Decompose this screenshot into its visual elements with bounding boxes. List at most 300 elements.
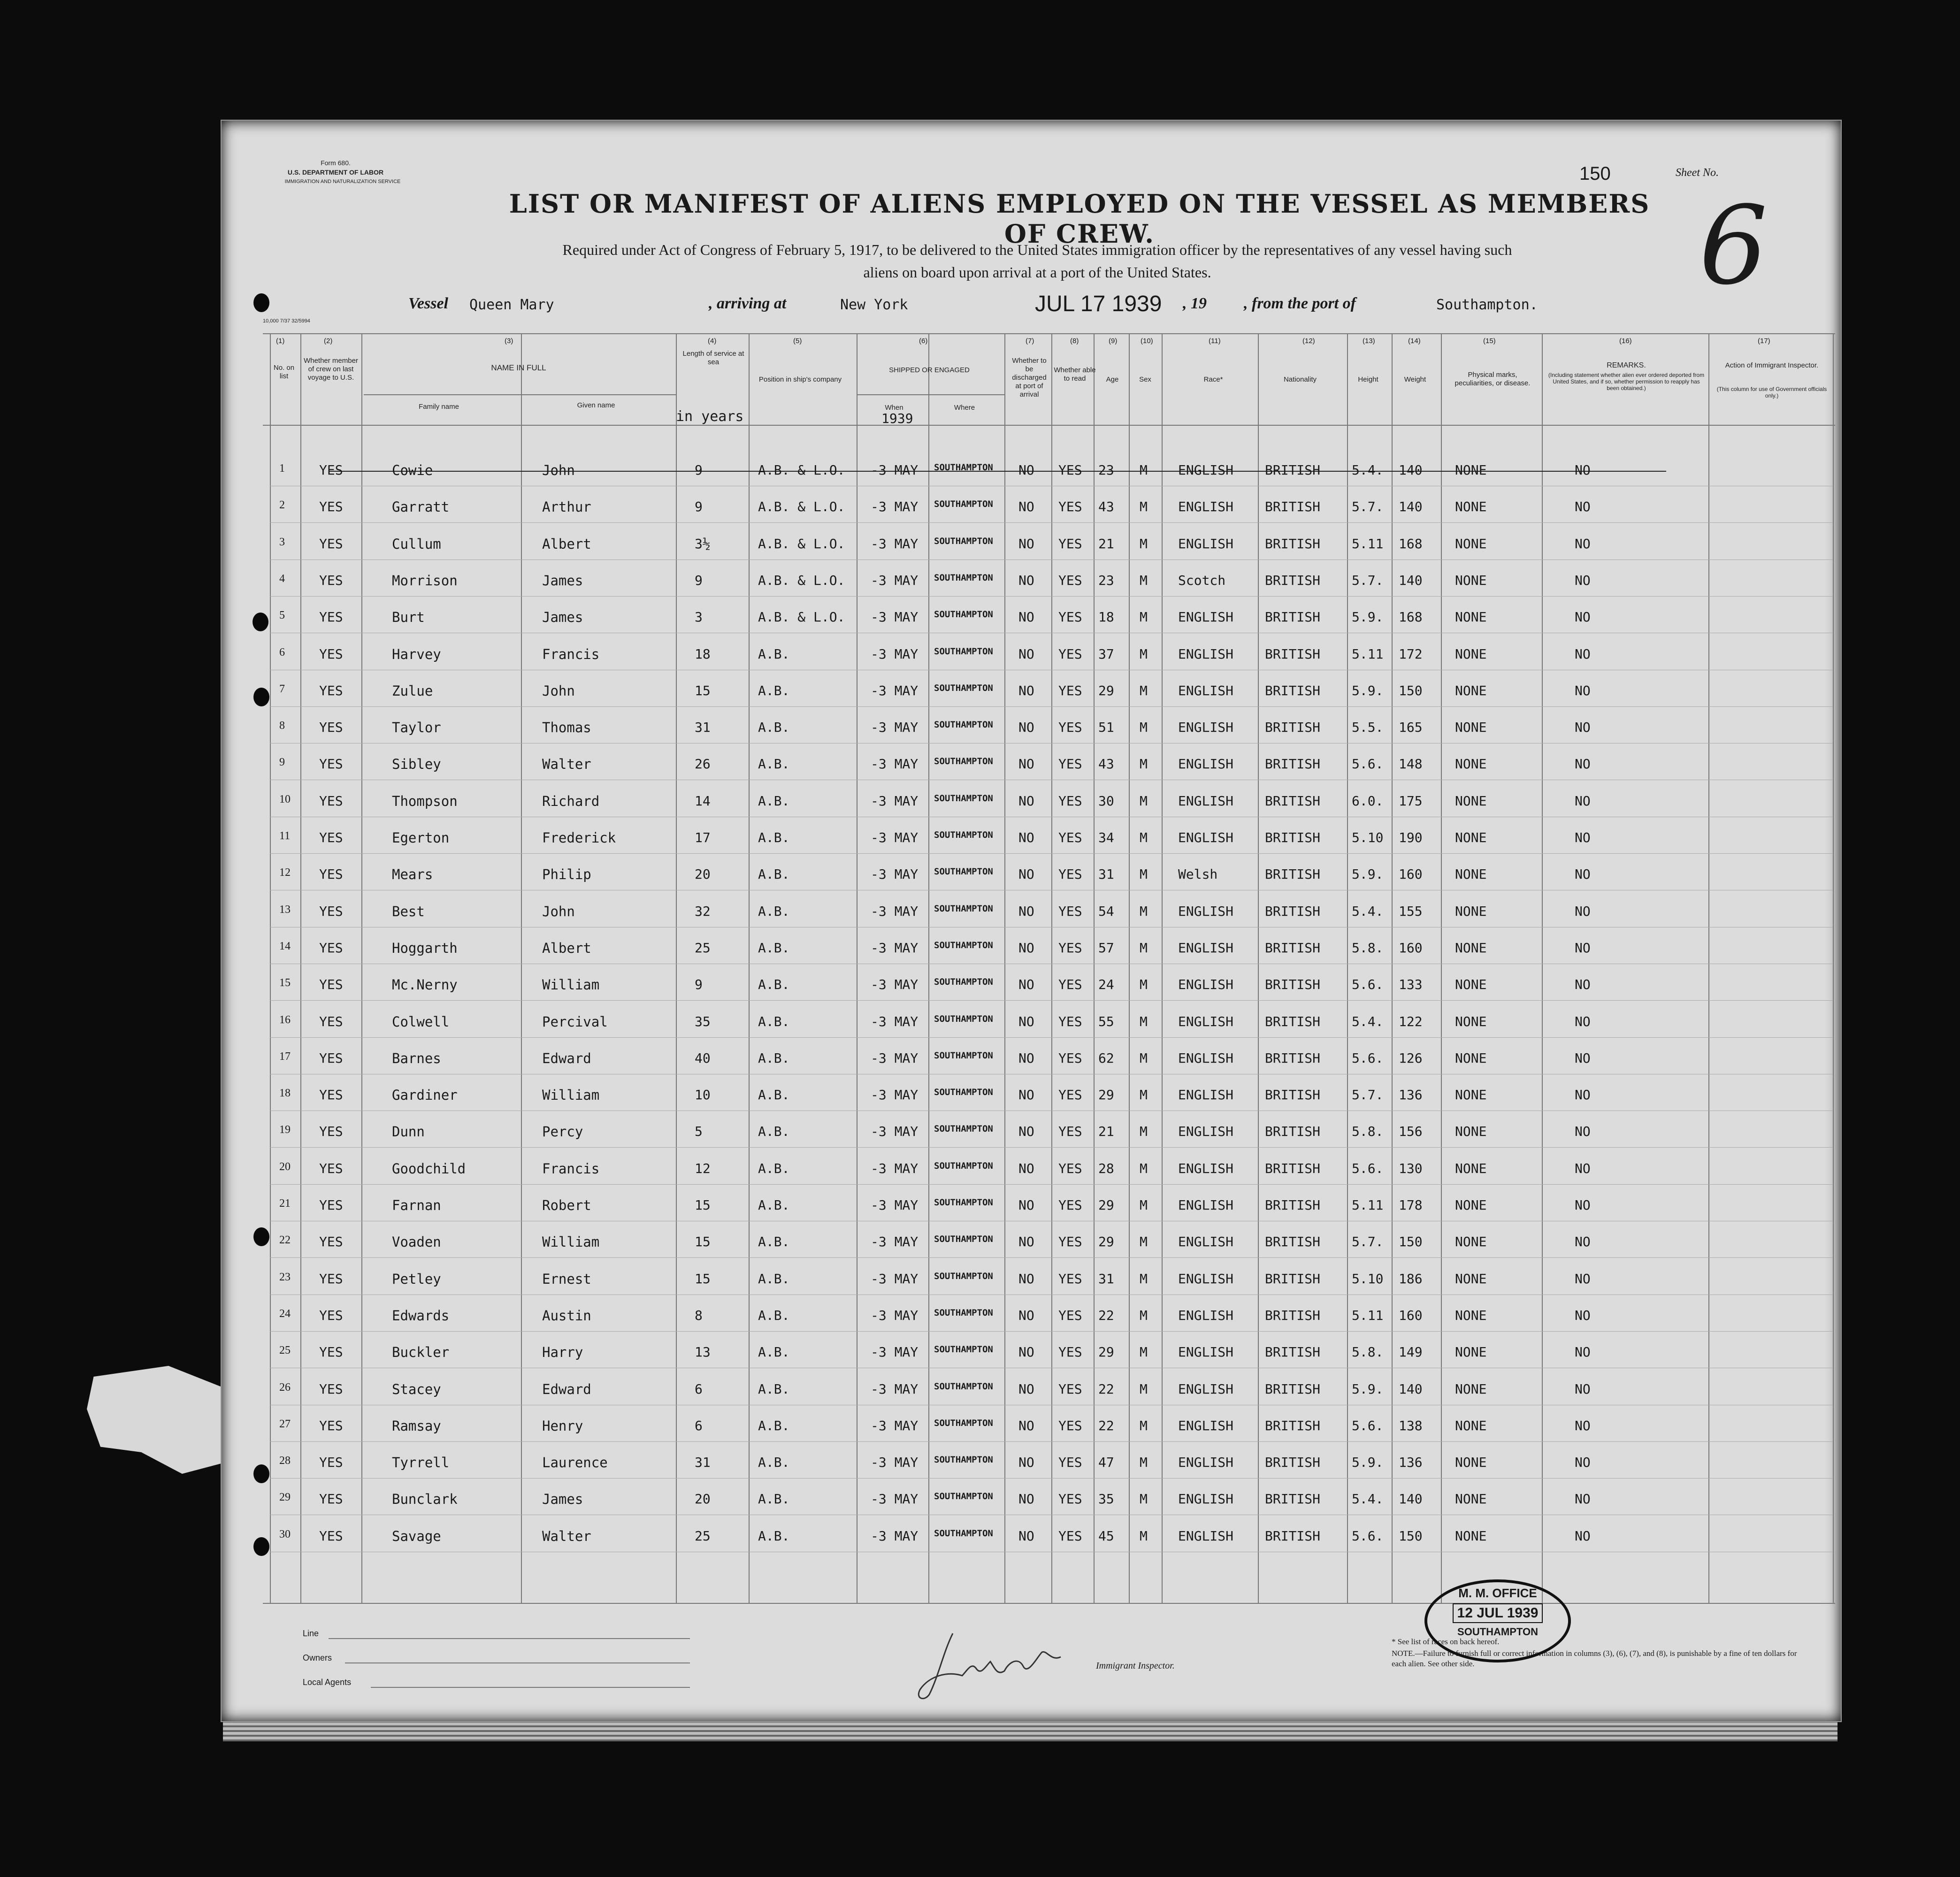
row-age: 28 xyxy=(1098,1161,1114,1176)
row-years: 6 xyxy=(695,1381,703,1397)
row-number: 24 xyxy=(279,1308,291,1320)
row-member: YES xyxy=(319,1234,343,1249)
row-discharged: NO xyxy=(1018,830,1034,845)
row-remarks: NO xyxy=(1575,1087,1591,1103)
row-age: 22 xyxy=(1098,1308,1114,1323)
row-family-name: Cowie xyxy=(392,462,433,478)
row-sex: M xyxy=(1140,499,1148,514)
row-given-name: Harry xyxy=(542,1344,583,1360)
row-family-name: Bunclark xyxy=(392,1491,458,1507)
owners-label: Owners xyxy=(303,1653,332,1662)
row-sex: M xyxy=(1140,609,1148,625)
row-family-name: Garratt xyxy=(392,499,450,515)
row-remarks: NO xyxy=(1575,756,1591,772)
row-position: A.B. xyxy=(758,904,790,919)
column-rule xyxy=(1258,333,1259,1603)
row-remarks: NO xyxy=(1575,1161,1591,1176)
row-physical: NONE xyxy=(1455,866,1487,882)
row-where: SOUTHAMPTON xyxy=(934,1455,993,1465)
row-race: ENGLISH xyxy=(1178,1381,1234,1397)
row-when: -3 MAY xyxy=(871,1014,919,1029)
row-discharged: NO xyxy=(1018,940,1034,956)
row-given-name: William xyxy=(542,977,600,993)
row-remarks: NO xyxy=(1575,720,1591,735)
row-member: YES xyxy=(319,756,343,772)
row-nationality: BRITISH xyxy=(1265,1381,1321,1397)
row-age: 34 xyxy=(1098,830,1114,845)
row-nationality: BRITISH xyxy=(1265,793,1321,809)
arriving-label: , arriving at xyxy=(709,295,787,312)
col-num: (7) xyxy=(1026,337,1034,345)
row-discharged: NO xyxy=(1018,1271,1034,1287)
row-nationality: BRITISH xyxy=(1265,609,1321,625)
row-race: ENGLISH xyxy=(1178,683,1234,698)
row-sex: M xyxy=(1140,1308,1148,1323)
row-weight: 140 xyxy=(1399,499,1423,514)
row-member: YES xyxy=(319,1271,343,1287)
row-when: -3 MAY xyxy=(871,720,919,735)
row-age: 57 xyxy=(1098,940,1114,956)
row-years: 31 xyxy=(695,1455,711,1470)
row-when: -3 MAY xyxy=(871,1087,919,1103)
row-member: YES xyxy=(319,1050,343,1066)
row-weight: 178 xyxy=(1399,1197,1423,1213)
row-remarks: NO xyxy=(1575,1491,1591,1507)
row-age: 43 xyxy=(1098,499,1114,514)
row-number: 18 xyxy=(279,1087,291,1099)
row-remarks: NO xyxy=(1575,609,1591,625)
row-member: YES xyxy=(319,904,343,919)
row-where: SOUTHAMPTON xyxy=(934,646,993,657)
row-read: YES xyxy=(1058,609,1082,625)
row-family-name: Ramsay xyxy=(392,1418,441,1434)
row-weight: 136 xyxy=(1399,1087,1423,1103)
row-age: 29 xyxy=(1098,1344,1114,1360)
row-when: -3 MAY xyxy=(871,1161,919,1176)
row-weight: 133 xyxy=(1399,977,1423,992)
row-family-name: Stacey xyxy=(392,1381,441,1397)
row-given-name: Frederick xyxy=(542,830,616,846)
row-sex: M xyxy=(1140,1528,1148,1544)
row-race: ENGLISH xyxy=(1178,977,1234,992)
row-member: YES xyxy=(319,1381,343,1397)
row-family-name: Buckler xyxy=(392,1344,450,1360)
row-weight: 168 xyxy=(1399,609,1423,625)
row-physical: NONE xyxy=(1455,830,1487,845)
row-family-name: Sibley xyxy=(392,756,441,772)
row-nationality: BRITISH xyxy=(1265,1308,1321,1323)
subheader-rule xyxy=(857,394,1004,395)
header-family-name: Family name xyxy=(419,403,459,411)
row-when: -3 MAY xyxy=(871,1050,919,1066)
row-height: 5.10 xyxy=(1352,830,1384,845)
row-number: 3 xyxy=(279,536,285,548)
row-member: YES xyxy=(319,1014,343,1029)
row-weight: 136 xyxy=(1399,1455,1423,1470)
row-position: A.B. & L.O. xyxy=(758,462,845,478)
col-num: (6) xyxy=(919,337,928,345)
header-age: Age xyxy=(1106,375,1119,383)
row-given-name: Henry xyxy=(542,1418,583,1434)
row-nationality: BRITISH xyxy=(1265,683,1321,698)
row-when: -3 MAY xyxy=(871,1381,919,1397)
row-where: SOUTHAMPTON xyxy=(934,977,993,987)
row-number: 22 xyxy=(279,1234,291,1246)
row-where: SOUTHAMPTON xyxy=(934,1418,993,1428)
row-when: -3 MAY xyxy=(871,1491,919,1507)
row-race: ENGLISH xyxy=(1178,1271,1234,1287)
row-remarks: NO xyxy=(1575,940,1591,956)
row-years: 31 xyxy=(695,720,711,735)
row-years: 3½ xyxy=(695,536,711,552)
column-rule xyxy=(1392,333,1393,1603)
row-discharged: NO xyxy=(1018,1124,1034,1139)
row-position: A.B. xyxy=(758,1161,790,1176)
row-discharged: NO xyxy=(1018,1528,1034,1544)
column-rule xyxy=(749,333,750,1603)
from-port-label: , from the port of xyxy=(1244,295,1356,312)
col-num: (3) xyxy=(505,337,513,345)
row-physical: NONE xyxy=(1455,720,1487,735)
row-years: 9 xyxy=(695,499,703,514)
row-discharged: NO xyxy=(1018,499,1034,514)
row-years: 25 xyxy=(695,1528,711,1544)
row-physical: NONE xyxy=(1455,940,1487,956)
row-read: YES xyxy=(1058,1197,1082,1213)
row-read: YES xyxy=(1058,1161,1082,1176)
row-given-name: Arthur xyxy=(542,499,591,515)
row-read: YES xyxy=(1058,1491,1082,1507)
row-nationality: BRITISH xyxy=(1265,1234,1321,1249)
row-sex: M xyxy=(1140,866,1148,882)
row-family-name: Voaden xyxy=(392,1234,441,1250)
header-when-year: 1939 xyxy=(881,411,913,426)
row-family-name: Morrison xyxy=(392,573,458,589)
owners-underline xyxy=(345,1662,690,1663)
subheader-rule xyxy=(364,394,676,395)
row-discharged: NO xyxy=(1018,646,1034,662)
row-family-name: Gardiner xyxy=(392,1087,458,1103)
column-rule xyxy=(521,333,522,1603)
row-where: SOUTHAMPTON xyxy=(934,1344,993,1355)
col-num: (11) xyxy=(1209,337,1221,345)
row-rule xyxy=(270,1441,1833,1442)
row-weight: 150 xyxy=(1399,1528,1423,1544)
row-years: 5 xyxy=(695,1124,703,1139)
row-years: 9 xyxy=(695,977,703,992)
row-where: SOUTHAMPTON xyxy=(934,1491,993,1502)
col-num: (17) xyxy=(1758,337,1770,345)
vessel-name: Queen Mary xyxy=(469,297,554,313)
row-read: YES xyxy=(1058,1455,1082,1470)
row-nationality: BRITISH xyxy=(1265,866,1321,882)
row-age: 47 xyxy=(1098,1455,1114,1470)
row-where: SOUTHAMPTON xyxy=(934,720,993,730)
row-sex: M xyxy=(1140,793,1148,809)
row-read: YES xyxy=(1058,1344,1082,1360)
row-nationality: BRITISH xyxy=(1265,646,1321,662)
row-sex: M xyxy=(1140,1418,1148,1433)
row-nationality: BRITISH xyxy=(1265,940,1321,956)
row-discharged: NO xyxy=(1018,720,1034,735)
header-when: When xyxy=(885,404,903,412)
row-race: ENGLISH xyxy=(1178,1344,1234,1360)
header-length-service: Length of service at sea xyxy=(682,350,744,366)
vessel-label: Vessel xyxy=(408,295,448,312)
row-member: YES xyxy=(319,1528,343,1544)
punch-hole xyxy=(253,1464,269,1483)
row-number: 5 xyxy=(279,609,285,621)
row-where: SOUTHAMPTON xyxy=(934,1050,993,1061)
row-when: -3 MAY xyxy=(871,977,919,992)
row-age: 29 xyxy=(1098,1197,1114,1213)
arriving-port: New York xyxy=(840,297,908,313)
row-physical: NONE xyxy=(1455,1087,1487,1103)
row-read: YES xyxy=(1058,1271,1082,1287)
row-discharged: NO xyxy=(1018,462,1034,478)
row-physical: NONE xyxy=(1455,1491,1487,1507)
row-member: YES xyxy=(319,793,343,809)
row-number: 4 xyxy=(279,573,285,585)
row-family-name: Hoggarth xyxy=(392,940,458,956)
row-when: -3 MAY xyxy=(871,1197,919,1213)
row-years: 14 xyxy=(695,793,711,809)
header-no: No. on list xyxy=(273,364,295,380)
row-remarks: NO xyxy=(1575,1308,1591,1323)
row-height: 5.6. xyxy=(1352,977,1384,992)
row-member: YES xyxy=(319,977,343,992)
row-rule xyxy=(270,1257,1833,1258)
row-family-name: Zulue xyxy=(392,683,433,699)
row-discharged: NO xyxy=(1018,1418,1034,1433)
row-remarks: NO xyxy=(1575,1455,1591,1470)
row-read: YES xyxy=(1058,573,1082,588)
row-discharged: NO xyxy=(1018,609,1034,625)
form-number: Form 680. xyxy=(321,159,351,167)
row-position: A.B. xyxy=(758,756,790,772)
row-height: 5.6. xyxy=(1352,1528,1384,1544)
row-discharged: NO xyxy=(1018,1161,1034,1176)
row-number: 17 xyxy=(279,1050,291,1063)
row-given-name: Austin xyxy=(542,1308,591,1324)
row-remarks: NO xyxy=(1575,646,1591,662)
service-name: IMMIGRATION AND NATURALIZATION SERVICE xyxy=(284,179,401,184)
row-number: 2 xyxy=(279,499,285,511)
row-given-name: James xyxy=(542,609,583,625)
row-physical: NONE xyxy=(1455,683,1487,698)
row-discharged: NO xyxy=(1018,1014,1034,1029)
row-read: YES xyxy=(1058,646,1082,662)
row-when: -3 MAY xyxy=(871,756,919,772)
row-member: YES xyxy=(319,1344,343,1360)
row-family-name: Goodchild xyxy=(392,1161,466,1177)
row-rule xyxy=(270,706,1833,707)
row-position: A.B. xyxy=(758,1050,790,1066)
row-height: 5.11 xyxy=(1352,646,1384,662)
row-height: 5.9. xyxy=(1352,1381,1384,1397)
row-family-name: Petley xyxy=(392,1271,441,1287)
row-age: 22 xyxy=(1098,1381,1114,1397)
row-weight: 150 xyxy=(1399,1234,1423,1249)
row-read: YES xyxy=(1058,1308,1082,1323)
punch-hole xyxy=(253,688,269,706)
row-where: SOUTHAMPTON xyxy=(934,940,993,950)
row-position: A.B. xyxy=(758,830,790,845)
row-age: 55 xyxy=(1098,1014,1114,1029)
row-nationality: BRITISH xyxy=(1265,1491,1321,1507)
row-family-name: Best xyxy=(392,904,425,919)
header-given-name: Given name xyxy=(577,401,615,409)
header-whether-member: Whether member of crew on last voyage to U.S. xyxy=(304,357,358,382)
row-number: 1 xyxy=(279,462,285,475)
row-where: SOUTHAMPTON xyxy=(934,1381,993,1392)
row-member: YES xyxy=(319,646,343,662)
row-physical: NONE xyxy=(1455,1455,1487,1470)
office-stamp xyxy=(1424,1579,1571,1662)
row-nationality: BRITISH xyxy=(1265,1418,1321,1433)
header-action-note: (This column for use of Government officials only.) xyxy=(1716,386,1827,399)
row-member: YES xyxy=(319,536,343,552)
row-discharged: NO xyxy=(1018,1087,1034,1103)
row-family-name: Barnes xyxy=(392,1050,441,1066)
row-given-name: Walter xyxy=(542,1528,591,1544)
row-height: 5.4. xyxy=(1352,904,1384,919)
row-when: -3 MAY xyxy=(871,1344,919,1360)
row-where: SOUTHAMPTON xyxy=(934,1271,993,1281)
row-number: 9 xyxy=(279,756,285,768)
row-number: 28 xyxy=(279,1455,291,1467)
row-age: 29 xyxy=(1098,1087,1114,1103)
row-number: 6 xyxy=(279,646,285,659)
header-race: Race* xyxy=(1203,375,1223,383)
column-rule xyxy=(1094,333,1095,1603)
row-rule xyxy=(270,1000,1833,1001)
header-action: Action of Immigrant Inspector. xyxy=(1725,361,1819,369)
row-race: ENGLISH xyxy=(1178,1234,1234,1249)
department-name: U.S. DEPARTMENT OF LABOR xyxy=(287,169,384,176)
col-num: (2) xyxy=(324,337,333,345)
row-read: YES xyxy=(1058,720,1082,735)
punch-hole xyxy=(253,1227,269,1246)
page-number: 150 xyxy=(1579,163,1611,184)
row-height: 5.11 xyxy=(1352,1197,1384,1213)
row-given-name: John xyxy=(542,904,575,919)
row-number: 26 xyxy=(279,1381,291,1394)
row-race: ENGLISH xyxy=(1178,609,1234,625)
stamp-bottom: SOUTHAMPTON xyxy=(1457,1626,1538,1638)
row-nationality: BRITISH xyxy=(1265,1197,1321,1213)
page-subtitle xyxy=(399,238,1676,283)
punch-hole xyxy=(253,1537,269,1556)
header-able-read: Whether able to read xyxy=(1054,366,1096,383)
row-discharged: NO xyxy=(1018,756,1034,772)
row-years: 12 xyxy=(695,1161,711,1176)
row-physical: NONE xyxy=(1455,536,1487,552)
row-race: ENGLISH xyxy=(1178,536,1234,552)
row-remarks: NO xyxy=(1575,904,1591,919)
line-label: Line xyxy=(303,1629,319,1638)
row-height: 5.5. xyxy=(1352,720,1384,735)
row-family-name: Edwards xyxy=(392,1308,450,1324)
header-remarks-note: (Including statement whether alien ever ordered deported from United States, and if so, whether permission to reapply has been obtained.) xyxy=(1548,372,1705,391)
row-read: YES xyxy=(1058,1234,1082,1249)
row-where: SOUTHAMPTON xyxy=(934,499,993,509)
agents-label: Local Agents xyxy=(303,1678,352,1687)
row-race: ENGLISH xyxy=(1178,1087,1234,1103)
row-when: -3 MAY xyxy=(871,646,919,662)
row-race: ENGLISH xyxy=(1178,1050,1234,1066)
row-remarks: NO xyxy=(1575,1381,1591,1397)
row-read: YES xyxy=(1058,977,1082,992)
row-number: 29 xyxy=(279,1491,291,1503)
page-title: LIST OR MANIFEST OF ALIENS EMPLOYED ON THE VESSEL AS MEMBERS OF CREW. xyxy=(509,189,1650,249)
row-member: YES xyxy=(319,1087,343,1103)
row-family-name: Harvey xyxy=(392,646,441,662)
row-nationality: BRITISH xyxy=(1265,573,1321,588)
row-race: ENGLISH xyxy=(1178,1161,1234,1176)
row-height: 5.6. xyxy=(1352,1161,1384,1176)
row-family-name: Dunn xyxy=(392,1124,425,1140)
row-where: SOUTHAMPTON xyxy=(934,1014,993,1024)
row-physical: NONE xyxy=(1455,1050,1487,1066)
col-num: (9) xyxy=(1109,337,1118,345)
row-nationality: BRITISH xyxy=(1265,462,1321,478)
row-read: YES xyxy=(1058,1124,1082,1139)
subtitle-line-1: Required under Act of Congress of February 5, 1917, to be delivered to the United States immigration officer by the representatives of any vessel having such xyxy=(562,241,1512,258)
row-where: SOUTHAMPTON xyxy=(934,1087,993,1097)
row-race: ENGLISH xyxy=(1178,1197,1234,1213)
row-discharged: NO xyxy=(1018,536,1034,552)
row-when: -3 MAY xyxy=(871,462,919,478)
row-height: 5.8. xyxy=(1352,940,1384,956)
row-where: SOUTHAMPTON xyxy=(934,462,993,473)
row-when: -3 MAY xyxy=(871,683,919,698)
row-sex: M xyxy=(1140,940,1148,956)
header-where: Where xyxy=(954,404,975,412)
row-position: A.B. xyxy=(758,1124,790,1139)
row-rule xyxy=(270,559,1833,560)
row-height: 5.7. xyxy=(1352,1234,1384,1249)
row-number: 12 xyxy=(279,866,291,879)
row-height: 5.7. xyxy=(1352,573,1384,588)
row-height: 5.4. xyxy=(1352,1491,1384,1507)
row-sex: M xyxy=(1140,1124,1148,1139)
row-position: A.B. xyxy=(758,1234,790,1249)
row-nationality: BRITISH xyxy=(1265,1161,1321,1176)
print-code: 10,000 7/37 32/5994 xyxy=(263,318,310,324)
row-when: -3 MAY xyxy=(871,1528,919,1544)
row-physical: NONE xyxy=(1455,646,1487,662)
header-remarks: REMARKS. xyxy=(1607,361,1646,369)
row-age: 21 xyxy=(1098,1124,1114,1139)
row-discharged: NO xyxy=(1018,1308,1034,1323)
row-weight: 150 xyxy=(1399,683,1423,698)
row-rule xyxy=(270,853,1833,854)
row-where: SOUTHAMPTON xyxy=(934,830,993,840)
row-weight: 149 xyxy=(1399,1344,1423,1360)
row-position: A.B. xyxy=(758,977,790,992)
row-age: 62 xyxy=(1098,1050,1114,1066)
row-physical: NONE xyxy=(1455,1161,1487,1176)
row-member: YES xyxy=(319,866,343,882)
row-number: 19 xyxy=(279,1124,291,1136)
row-number: 27 xyxy=(279,1418,291,1430)
row-family-name: Burt xyxy=(392,609,425,625)
row-years: 32 xyxy=(695,904,711,919)
row-given-name: Philip xyxy=(542,866,591,882)
row-given-name: James xyxy=(542,573,583,589)
column-rule xyxy=(1051,333,1052,1603)
